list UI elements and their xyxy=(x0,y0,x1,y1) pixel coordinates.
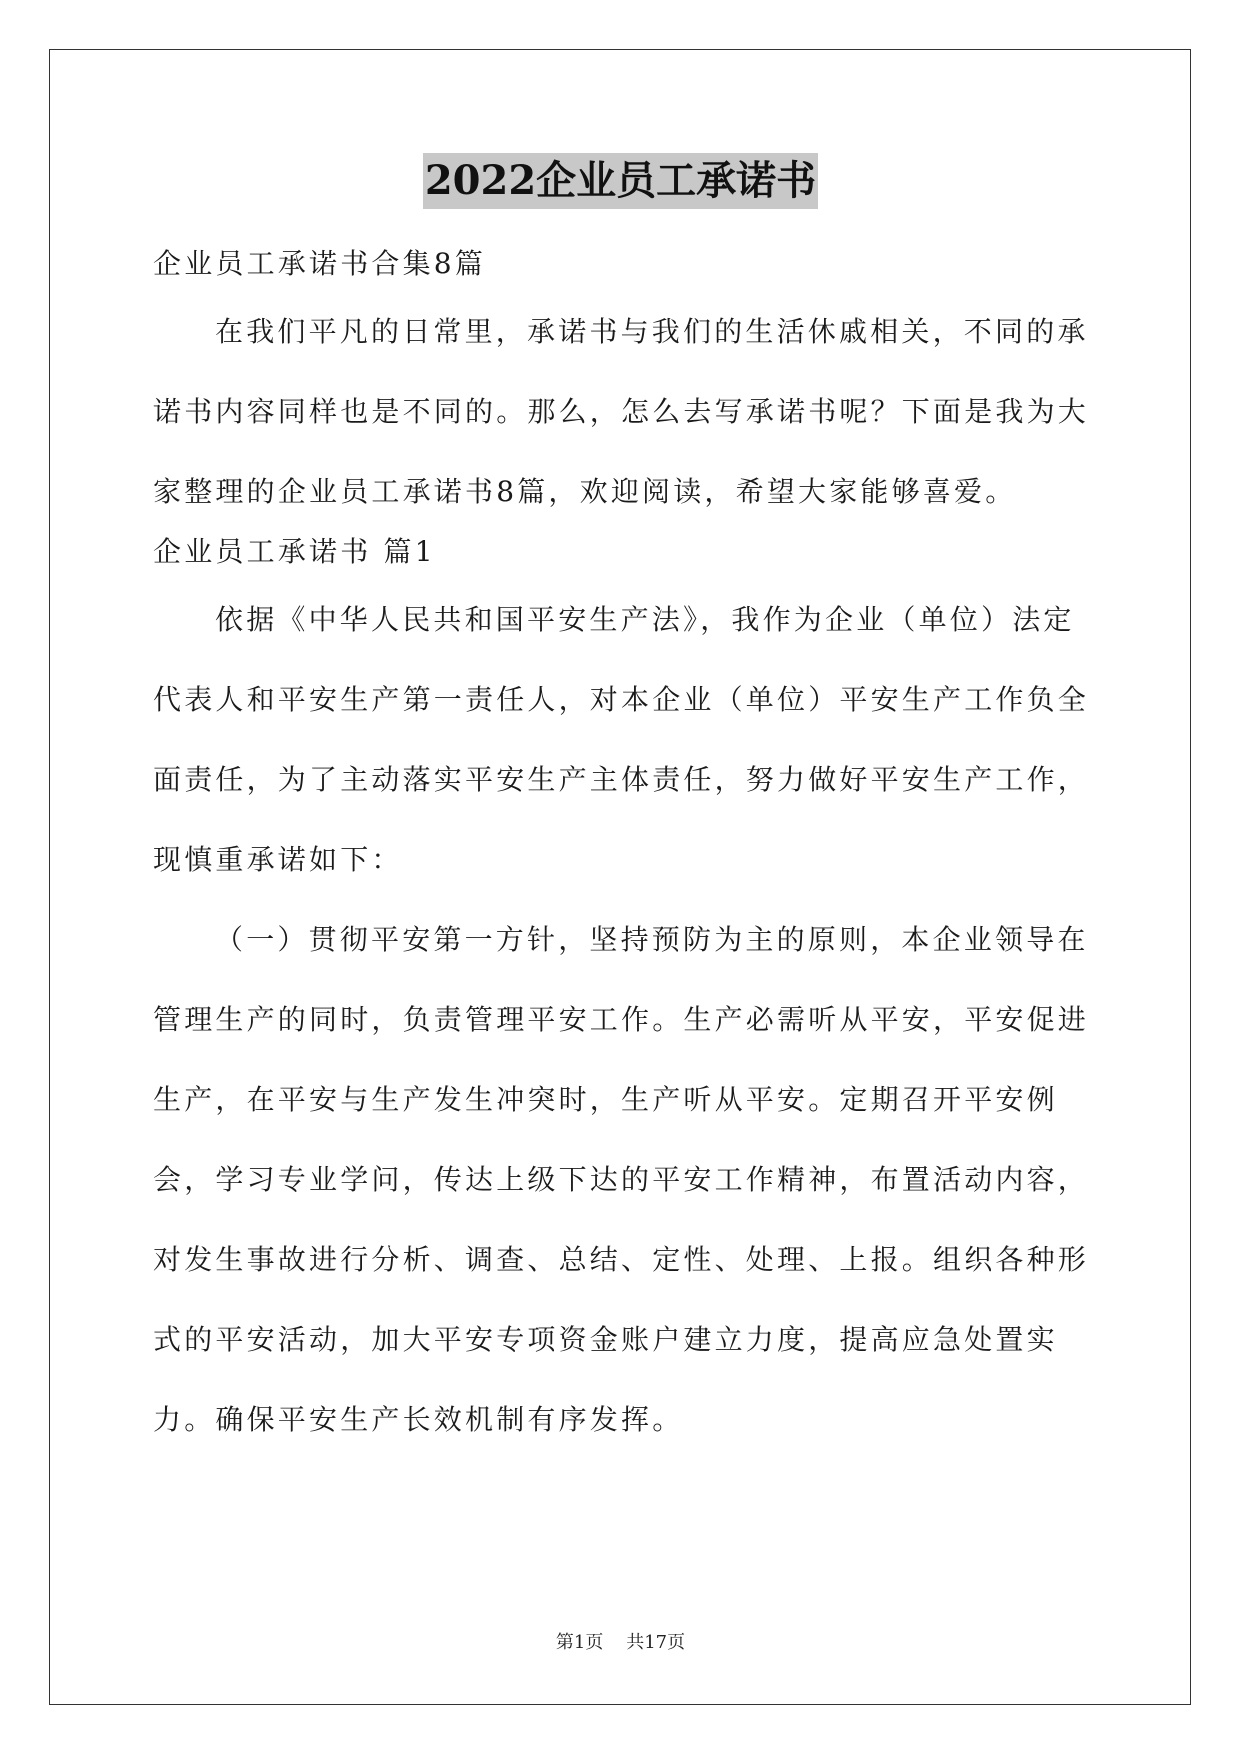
section-heading: 企业员工承诺书 篇1 xyxy=(153,535,436,568)
page-total: 共17页 xyxy=(626,1632,686,1653)
document-title: 2022企业员工承诺书 xyxy=(423,153,818,209)
intro-paragraph: 在我们平凡的日常里，承诺书与我们的生活休戚相关，不同的承诺书内容同样也是不同的。那么，怎么去写承诺书呢？下面是我为大家整理的企业员工承诺书8篇，欢迎阅读，希望大家能够喜爱。 xyxy=(153,315,1090,508)
paragraph-2: （一）贯彻平安第一方针，坚持预防为主的原则，本企业领导在管理生产的同时，负责管理平安工作。生产必需听从平安，平安促进生产，在平安与生产发生冲突时，生产听从平安。定期召开平安例会，学习专业学问，传达上级下达的平安工作精神，布置活动内容，对发生事故进行分析、调查、总结、定性、处理、上报。组织各种形式的平安活动，加大平安专项资金账户建立力度，提高应急处置实力。确保平安生产长效机制有序发挥。 xyxy=(153,923,1090,1436)
document-subtitle: 企业员工承诺书合集8篇 xyxy=(153,247,487,280)
title-container xyxy=(0,153,1241,209)
page-number: 第1页 xyxy=(555,1632,604,1653)
page-footer xyxy=(0,1631,1241,1655)
paragraph-1: 依据《中华人民共和国平安生产法》，我作为企业（单位）法定代表人和平安生产第一责任人，对本企业（单位）平安生产工作负全面责任，为了主动落实平安生产主体责任，努力做好平安生产工作，现慎重承诺如下： xyxy=(153,603,1090,876)
